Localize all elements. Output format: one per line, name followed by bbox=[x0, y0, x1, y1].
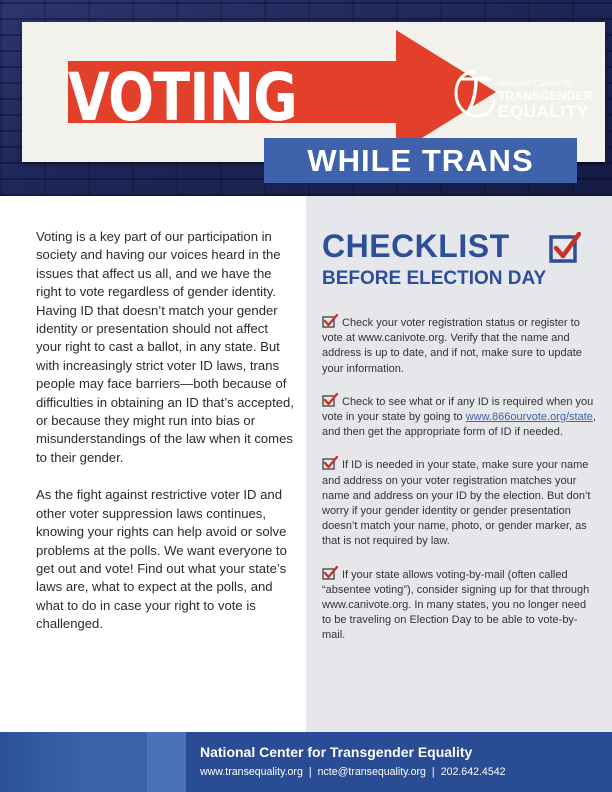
footer-phone: 202.642.4542 bbox=[440, 766, 506, 778]
ncte-logo-icon bbox=[452, 66, 498, 120]
checkbox-checked-icon bbox=[549, 232, 581, 264]
checklist-item-text: If your state allows voting-by-mail (often called “absentee voting”), consider signing up for that through www.canivote.org. In many states, you no longer need to be traveling on Election Day to be able to vote-by-mail. bbox=[322, 568, 590, 642]
footer-website-link[interactable]: www.transequality.org bbox=[200, 766, 303, 778]
checklist-item-text: Check your voter registration status or register to vote at www.canivote.org. Verify that the name and address is up to date, and if not, make sure to update your information. bbox=[322, 317, 582, 375]
hero-image bbox=[0, 0, 612, 196]
checklist-title: CHECKLIST bbox=[322, 228, 510, 264]
footer-contact bbox=[200, 766, 506, 778]
footer-email-link[interactable]: ncte@transequality.org bbox=[317, 766, 426, 778]
ourvote-link[interactable]: www.866ourvote.org/state bbox=[465, 411, 593, 424]
footer bbox=[0, 732, 612, 792]
intro-text bbox=[36, 228, 294, 653]
intro-column bbox=[0, 196, 306, 732]
checklist-panel bbox=[306, 196, 612, 732]
checkbox-checked-icon bbox=[322, 314, 338, 328]
banner-title: WHILE TRANS bbox=[307, 143, 534, 178]
voting-heading: VOTING bbox=[68, 59, 297, 136]
checklist-item bbox=[322, 314, 596, 377]
checklist-item bbox=[322, 393, 596, 441]
ncte-logo bbox=[452, 62, 593, 124]
checkbox-checked-icon bbox=[322, 566, 338, 580]
checklist-subtitle: BEFORE ELECTION DAY bbox=[322, 268, 547, 289]
checkbox-checked-icon bbox=[322, 393, 338, 407]
intro-paragraph-1: Voting is a key part of our participation in society and having our voices heard in the issues that affect us all, and we have the right to vote regardless of gender identity. Having ID that doesn’t match your gender identity or presentation should not affect your right to cast a ballot, in any state. But with increasingly strict voter ID laws, trans people may face barriers—both because of difficulties in obtaining an ID that’s accepted, or because they might run into bias or misunderstandings of the law when it comes to their gender. bbox=[36, 229, 294, 465]
footer-separator: | bbox=[431, 766, 435, 778]
footer-org-name: National Center for Transgender Equality bbox=[200, 744, 473, 760]
checklist-items bbox=[322, 314, 596, 660]
checklist-item-text: Check to see what or if any ID is required when you vote in your state by going to bbox=[322, 395, 594, 424]
footer-strip bbox=[186, 732, 612, 792]
checkbox-checked-icon bbox=[322, 456, 338, 470]
checklist-item bbox=[322, 566, 596, 644]
intro-paragraph-2: As the fight against restrictive voter ID and other voter suppression laws continues, knowing your rights can help avoid or solve problems at the polls. We want everyone to get out and vote! Find out what your state’s laws are, what to expect at the polls, and what to do in case your right to vote is challenged. bbox=[36, 487, 287, 632]
footer-separator: | bbox=[308, 766, 312, 778]
logo-text-transgender: TRANSGENDER bbox=[498, 89, 593, 103]
title-banner bbox=[264, 138, 577, 183]
logo-text-equality: EQUALITY bbox=[498, 102, 589, 121]
checklist-item-text: If ID is needed in your state, make sure your name and address on your voter registration matches your name and address on your ID by the election. But don’t worry if your gender identity or gender presentation doesn’t match your name, photo, or gender marker, as that is not required by law. bbox=[322, 459, 591, 548]
logo-text-small: National Center for bbox=[498, 78, 574, 88]
checklist-item-text: , and then get the appropriate form of ID if needed. bbox=[322, 411, 596, 439]
checklist-item bbox=[322, 456, 596, 549]
